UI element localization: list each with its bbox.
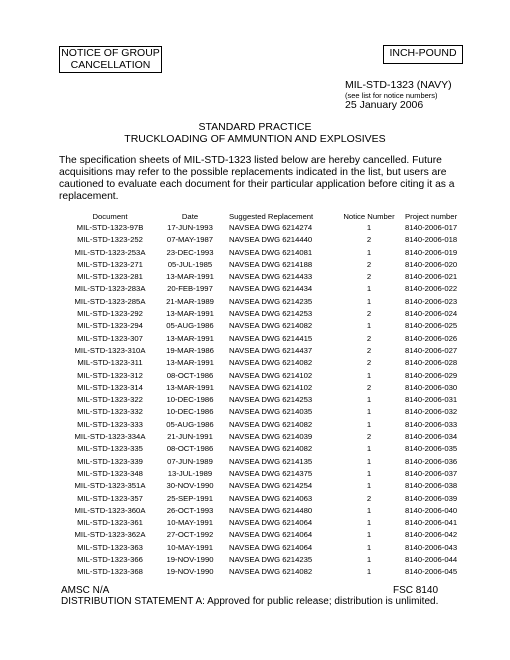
- cell-project-number: 8140-2006-026: [405, 333, 458, 343]
- cell-suggested-replacement: NAVSEA DWG 6214253: [229, 395, 313, 405]
- cell-date: 10-DEC-1986: [166, 407, 214, 417]
- cell-notice-number: 1: [366, 518, 372, 528]
- cell-date: 13-MAR-1991: [166, 309, 214, 319]
- notice-of-group-cancellation-box: [59, 46, 162, 73]
- cell-project-number: 8140-2006-022: [405, 284, 458, 294]
- cell-suggested-replacement: NAVSEA DWG 6214082: [229, 419, 313, 429]
- cell-document: MIL-STD-1323-285A: [74, 296, 146, 306]
- cell-date: 30-NOV-1990: [166, 481, 214, 491]
- cell-date: 10-DEC-1986: [166, 395, 214, 405]
- cell-notice-number: 1: [366, 567, 372, 577]
- cell-document: MIL-STD-1323-366: [77, 555, 143, 565]
- table-row: [61, 554, 471, 566]
- table-row: [61, 357, 471, 369]
- cell-project-number: 8140-2006-025: [405, 321, 458, 331]
- notice-line-2: CANCELLATION: [70, 59, 151, 71]
- cell-document: MIL-STD-1323-334A: [74, 432, 146, 442]
- table-row: [61, 480, 471, 492]
- cell-document: MIL-STD-1323-332: [77, 407, 143, 417]
- cell-date: 07-JUN-1989: [167, 456, 213, 466]
- table-row: [61, 333, 471, 345]
- cell-notice-number: 2: [366, 382, 372, 392]
- cell-suggested-replacement: NAVSEA DWG 6214102: [229, 370, 313, 380]
- table-row: [61, 247, 471, 259]
- cell-date: 13-MAR-1991: [166, 333, 214, 343]
- cell-document: MIL-STD-1323-294: [77, 321, 143, 331]
- cell-notice-number: 1: [366, 223, 372, 232]
- table-row: [61, 517, 471, 529]
- cell-notice-number: 1: [366, 407, 372, 417]
- cell-notice-number: 2: [366, 432, 372, 442]
- table-row: [61, 566, 471, 578]
- cell-date: 20-FEB-1997: [167, 284, 213, 294]
- inch-pound-box: INCH-POUND: [383, 45, 463, 64]
- cell-project-number: 8140-2006-035: [405, 444, 458, 454]
- cell-project-number: 8140-2006-028: [405, 358, 458, 368]
- cell-notice-number: 1: [366, 321, 372, 331]
- cell-document: MIL-STD-1323-339: [77, 456, 143, 466]
- table-row: [61, 222, 471, 234]
- cell-document: MIL-STD-1323-271: [77, 259, 143, 269]
- table-row: [61, 406, 471, 418]
- cell-suggested-replacement: NAVSEA DWG 6214064: [229, 542, 313, 552]
- cell-project-number: 8140-2006-045: [405, 567, 458, 577]
- cell-project-number: 8140-2006-033: [405, 419, 458, 429]
- table-row: [61, 431, 471, 443]
- document-identifier: MIL-STD-1323 (NAVY): [345, 79, 452, 91]
- distribution-statement: DISTRIBUTION STATEMENT A: Approved for public release; distribution is unlimited.: [61, 596, 439, 607]
- cell-suggested-replacement: NAVSEA DWG 6214102: [229, 382, 313, 392]
- fsc-label: FSC 8140: [393, 585, 439, 596]
- document-date: 25 January 2006: [345, 99, 424, 111]
- table-body: [61, 222, 471, 579]
- cell-document: MIL-STD-1323-307: [77, 333, 143, 343]
- cell-suggested-replacement: NAVSEA DWG 6214235: [229, 296, 313, 306]
- title-line-1: STANDARD PRACTICE: [198, 121, 312, 133]
- cell-suggested-replacement: NAVSEA DWG 6214415: [229, 333, 313, 343]
- table-row: [61, 259, 471, 271]
- cell-notice-number: 2: [366, 345, 372, 355]
- table-row: [61, 370, 471, 382]
- cell-project-number: 8140-2006-031: [405, 395, 458, 405]
- cell-date: 10-MAY-1991: [166, 518, 214, 528]
- cell-suggested-replacement: NAVSEA DWG 6214082: [229, 358, 313, 368]
- cell-document: MIL-STD-1323-333: [77, 419, 143, 429]
- cell-notice-number: 1: [366, 419, 372, 429]
- cell-suggested-replacement: NAVSEA DWG 6214375: [229, 468, 313, 478]
- cell-project-number: 8140-2006-017: [405, 223, 458, 232]
- cell-document: MIL-STD-1323-97B: [76, 223, 144, 232]
- cell-project-number: 8140-2006-027: [405, 345, 458, 355]
- cell-notice-number: 1: [366, 395, 372, 405]
- header-document: Document: [92, 212, 128, 221]
- cell-notice-number: 1: [366, 481, 372, 491]
- cell-document: MIL-STD-1323-351A: [74, 481, 146, 491]
- header-notice-number: Notice Number: [343, 212, 395, 221]
- cell-date: 17-JUN-1993: [167, 223, 213, 232]
- cell-date: 13-MAR-1991: [166, 358, 214, 368]
- table-row: [61, 271, 471, 283]
- amsc-label: AMSC N/A: [61, 585, 110, 596]
- cell-suggested-replacement: NAVSEA DWG 6214437: [229, 345, 313, 355]
- notice-line-1: NOTICE OF GROUP: [61, 47, 160, 59]
- cell-date: 21-MAR-1989: [166, 296, 214, 306]
- cell-notice-number: 1: [366, 555, 372, 565]
- cell-document: MIL-STD-1323-362A: [74, 530, 146, 540]
- cell-date: 08-OCT-1986: [166, 444, 214, 454]
- table-row: [61, 283, 471, 295]
- table-header-row: [61, 211, 471, 222]
- table-row: [61, 542, 471, 554]
- cell-notice-number: 1: [366, 444, 372, 454]
- cell-project-number: 8140-2006-044: [405, 555, 458, 565]
- cell-document: MIL-STD-1323-348: [77, 468, 143, 478]
- cell-suggested-replacement: NAVSEA DWG 6214135: [229, 456, 313, 466]
- cell-project-number: 8140-2006-043: [405, 542, 458, 552]
- cell-date: 13-MAR-1991: [166, 272, 214, 282]
- cell-suggested-replacement: NAVSEA DWG 6214254: [229, 481, 313, 491]
- cell-document: MIL-STD-1323-368: [77, 567, 143, 577]
- cell-suggested-replacement: NAVSEA DWG 6214039: [229, 432, 313, 442]
- cell-date: 21-JUN-1991: [167, 432, 213, 442]
- cell-notice-number: 1: [366, 456, 372, 466]
- cell-suggested-replacement: NAVSEA DWG 6214064: [229, 518, 313, 528]
- cell-notice-number: 1: [366, 542, 372, 552]
- table-row: [61, 382, 471, 394]
- cell-project-number: 8140-2006-030: [405, 382, 458, 392]
- table-row: [61, 493, 471, 505]
- table-row: [61, 345, 471, 357]
- cell-document: MIL-STD-1323-252: [77, 235, 143, 245]
- cell-project-number: 8140-2006-032: [405, 407, 458, 417]
- cell-project-number: 8140-2006-020: [405, 259, 458, 269]
- cell-project-number: 8140-2006-023: [405, 296, 458, 306]
- intro-paragraph: The specification sheets of MIL-STD-1323 listed below are hereby cancelled. Future acquisitions may refer to the possible replacements indicated in the list, but users are cautioned to evaluate each document for their particular application before citing it as a replacement.: [59, 155, 455, 202]
- cell-date: 05-AUG-1986: [166, 321, 214, 331]
- cell-notice-number: 1: [366, 468, 372, 478]
- cell-document: MIL-STD-1323-363: [77, 542, 143, 552]
- cell-suggested-replacement: NAVSEA DWG 6214434: [229, 284, 313, 294]
- cell-suggested-replacement: NAVSEA DWG 6214274: [229, 223, 313, 232]
- cell-notice-number: 2: [366, 309, 372, 319]
- cell-project-number: 8140-2006-029: [405, 370, 458, 380]
- cell-date: 23-DEC-1993: [166, 247, 214, 257]
- cell-project-number: 8140-2006-021: [405, 272, 458, 282]
- cell-date: 27-OCT-1992: [166, 530, 214, 540]
- cell-document: MIL-STD-1323-312: [77, 370, 143, 380]
- table-row: [61, 320, 471, 332]
- cell-notice-number: 1: [366, 284, 372, 294]
- cell-project-number: 8140-2006-037: [405, 468, 458, 478]
- cell-project-number: 8140-2006-038: [405, 481, 458, 491]
- cell-date: 26-OCT-1993: [166, 505, 214, 515]
- cell-date: 13-MAR-1991: [166, 382, 214, 392]
- document-identifier-note: (see list for notice numbers): [345, 91, 438, 100]
- cell-notice-number: 2: [366, 272, 372, 282]
- cell-suggested-replacement: NAVSEA DWG 6214188: [229, 259, 313, 269]
- cell-project-number: 8140-2006-018: [405, 235, 458, 245]
- cell-notice-number: 1: [366, 247, 372, 257]
- cell-date: 10-MAY-1991: [166, 542, 214, 552]
- table-row: [61, 529, 471, 541]
- cell-notice-number: 2: [366, 493, 372, 503]
- cell-notice-number: 1: [366, 296, 372, 306]
- cell-notice-number: 2: [366, 358, 372, 368]
- cell-document: MIL-STD-1323-281: [77, 272, 143, 282]
- cell-date: 08-OCT-1986: [166, 370, 214, 380]
- cell-document: MIL-STD-1323-292: [77, 309, 143, 319]
- cell-notice-number: 2: [366, 259, 372, 269]
- cell-suggested-replacement: NAVSEA DWG 6214035: [229, 407, 313, 417]
- cell-date: 05-JUL-1985: [167, 259, 213, 269]
- cell-suggested-replacement: NAVSEA DWG 6214433: [229, 272, 313, 282]
- cell-date: 07-MAY-1987: [166, 235, 214, 245]
- cell-project-number: 8140-2006-040: [405, 505, 458, 515]
- cell-document: MIL-STD-1323-335: [77, 444, 143, 454]
- cell-notice-number: 1: [366, 370, 372, 380]
- cell-document: MIL-STD-1323-360A: [74, 505, 146, 515]
- cell-suggested-replacement: NAVSEA DWG 6214480: [229, 505, 313, 515]
- cell-date: 05-AUG-1986: [166, 419, 214, 429]
- cell-notice-number: 2: [366, 333, 372, 343]
- cell-document: MIL-STD-1323-357: [77, 493, 143, 503]
- cell-date: 19-NOV-1990: [166, 567, 214, 577]
- cell-document: MIL-STD-1323-322: [77, 395, 143, 405]
- cell-suggested-replacement: NAVSEA DWG 6214440: [229, 235, 313, 245]
- cell-suggested-replacement: NAVSEA DWG 6214081: [229, 247, 313, 257]
- cell-suggested-replacement: NAVSEA DWG 6214082: [229, 321, 313, 331]
- table-row: [61, 505, 471, 517]
- header-project-number: Project number: [405, 212, 458, 221]
- cell-date: 19-MAR-1986: [166, 345, 214, 355]
- cell-project-number: 8140-2006-019: [405, 247, 458, 257]
- cell-suggested-replacement: NAVSEA DWG 6214064: [229, 530, 313, 540]
- cell-suggested-replacement: NAVSEA DWG 6214082: [229, 444, 313, 454]
- cell-document: MIL-STD-1323-253A: [74, 247, 146, 257]
- cell-project-number: 8140-2006-036: [405, 456, 458, 466]
- cell-suggested-replacement: NAVSEA DWG 6214253: [229, 309, 313, 319]
- cell-suggested-replacement: NAVSEA DWG 6214063: [229, 493, 313, 503]
- cell-notice-number: 1: [366, 505, 372, 515]
- cell-project-number: 8140-2006-041: [405, 518, 458, 528]
- cell-document: MIL-STD-1323-311: [77, 358, 143, 368]
- header-date: Date: [181, 212, 199, 221]
- cell-project-number: 8140-2006-034: [405, 432, 458, 442]
- cell-date: 13-JUL-1989: [167, 468, 213, 478]
- table-row: [61, 234, 471, 246]
- table-row: [61, 456, 471, 468]
- cancellation-table: [61, 211, 471, 579]
- cell-document: MIL-STD-1323-314: [77, 382, 143, 392]
- cell-project-number: 8140-2006-024: [405, 309, 458, 319]
- table-row: [61, 468, 471, 480]
- title-line-2: TRUCKLOADING OF AMMUNTION AND EXPLOSIVES: [124, 133, 386, 145]
- header-suggested-replacement: Suggested Replacement: [229, 212, 314, 221]
- cell-notice-number: 2: [366, 235, 372, 245]
- cell-suggested-replacement: NAVSEA DWG 6214082: [229, 567, 313, 577]
- cell-notice-number: 1: [366, 530, 372, 540]
- cell-suggested-replacement: NAVSEA DWG 6214235: [229, 555, 313, 565]
- cell-date: 25-SEP-1991: [166, 493, 214, 503]
- cell-document: MIL-STD-1323-361: [77, 518, 143, 528]
- cell-project-number: 8140-2006-042: [405, 530, 458, 540]
- cell-project-number: 8140-2006-039: [405, 493, 458, 503]
- table-row: [61, 394, 471, 406]
- cell-document: MIL-STD-1323-283A: [74, 284, 146, 294]
- cell-date: 19-NOV-1990: [166, 555, 214, 565]
- cell-document: MIL-STD-1323-310A: [74, 345, 146, 355]
- table-row: [61, 443, 471, 455]
- table-row: [61, 296, 471, 308]
- table-row: [61, 419, 471, 431]
- table-row: [61, 308, 471, 320]
